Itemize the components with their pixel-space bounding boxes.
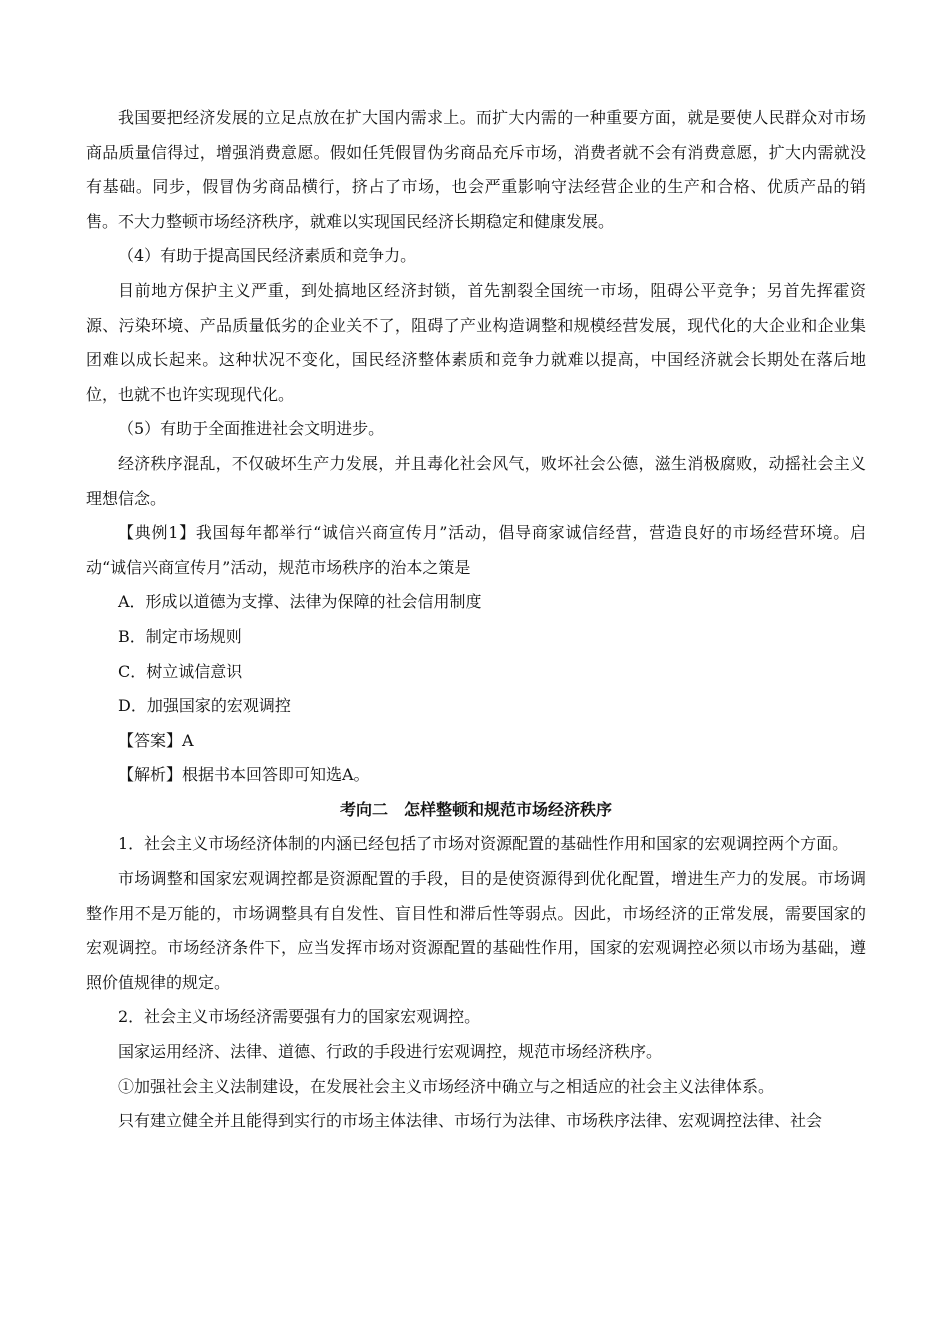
paragraph-legal-system: 只有建立健全并且能得到实行的市场主体法律、市场行为法律、市场秩序法律、宏观调控法律、社会 (118, 1111, 823, 1131)
paragraph-domestic-demand: 我国要把经济发展的立足点放在扩大国内需求上。而扩大内需的一种重要方面，就是要使人民群众对市场商品质量信得过，增强消费意愿。假如任凭假冒伪劣商品充斥市场，消费者就不会有消费意愿，扩大内需就没有基础。同步，假冒伪劣商品横行，挤占了市场，也会严重影响守法经营企业的生产和合格、优质产品的销售。不大力整顿市场经济秩序，就难以实现国民经济长期稳定和健康发展。 (86, 108, 866, 231)
paragraph-macro-means: 国家运用经济、法律、道德、行政的手段进行宏观调控，规范市场经济秩序。 (118, 1042, 663, 1062)
analysis: 【解析】根据书本回答即可知选A。 (118, 765, 370, 785)
document-body (86, 101, 866, 1139)
paragraph-market-regulation: 市场调整和国家宏观调控都是资源配置的手段，目的是使资源得到优化配置，增进生产力的发展。市场调整作用不是万能的，市场调整具有自发性、盲目性和滞后性等弱点。因此，市场经济的正常发展，需要国家的宏观调控。市场经济条件下，应当发挥市场对资源配置的基础性作用，国家的宏观调控必须以市场为基础，遵照价值规律的规定。 (86, 869, 866, 992)
option-a: A．形成以道德为支撑、法律为保障的社会信用制度 (118, 592, 482, 612)
item-1: 1．社会主义市场经济体制的内涵已经包括了市场对资源配置的基础性作用和国家的宏观调控两个方面。 (118, 834, 849, 854)
paragraph-local-protectionism: 目前地方保护主义严重，到处搞地区经济封锁，首先割裂全国统一市场，阻碍公平竞争；另首先挥霍资源、污染环境、产品质量低劣的企业关不了，阻碍了产业构造调整和规模经营发展，现代化的大企业和企业集团难以成长起来。这种状况不变化，国民经济整体素质和竞争力就难以提高，中国经济就会长期处在落后地位，也就不也许实现现代化。 (86, 280, 866, 404)
section-heading: 考向二 怎样整顿和规范市场经济秩序 (339, 799, 612, 819)
sub-item-1: ①加强社会主义法制建设，在发展社会主义市场经济中确立与之相适应的社会主义法律体系。 (118, 1076, 775, 1096)
answer: 【答案】A (118, 730, 194, 750)
option-c: C．树立诚信意识 (118, 661, 243, 681)
item-2: 2．社会主义市场经济需要强有力的国家宏观调控。 (118, 1007, 481, 1027)
paragraph-economic-disorder: 经济秩序混乱，不仅破坏生产力发展，并且毒化社会风气，败坏社会公德，滋生消极腐败，动摇社会主义理想信念。 (86, 453, 866, 508)
point-4-heading: （4）有助于提高国民经济素质和竞争力。 (118, 246, 417, 266)
point-5-heading: （5）有助于全面推进社会文明进步。 (118, 419, 385, 439)
example-1-question: 【典例1】我国每年都举行“诚信兴商宣传月”活动，倡导商家诚信经营，营造良好的市场经营环境。启动“诚信兴商宣传月”活动，规范市场秩序的治本之策是 (86, 523, 866, 577)
option-d: D．加强国家的宏观调控 (118, 696, 291, 716)
option-b: B．制定市场规则 (118, 626, 242, 646)
